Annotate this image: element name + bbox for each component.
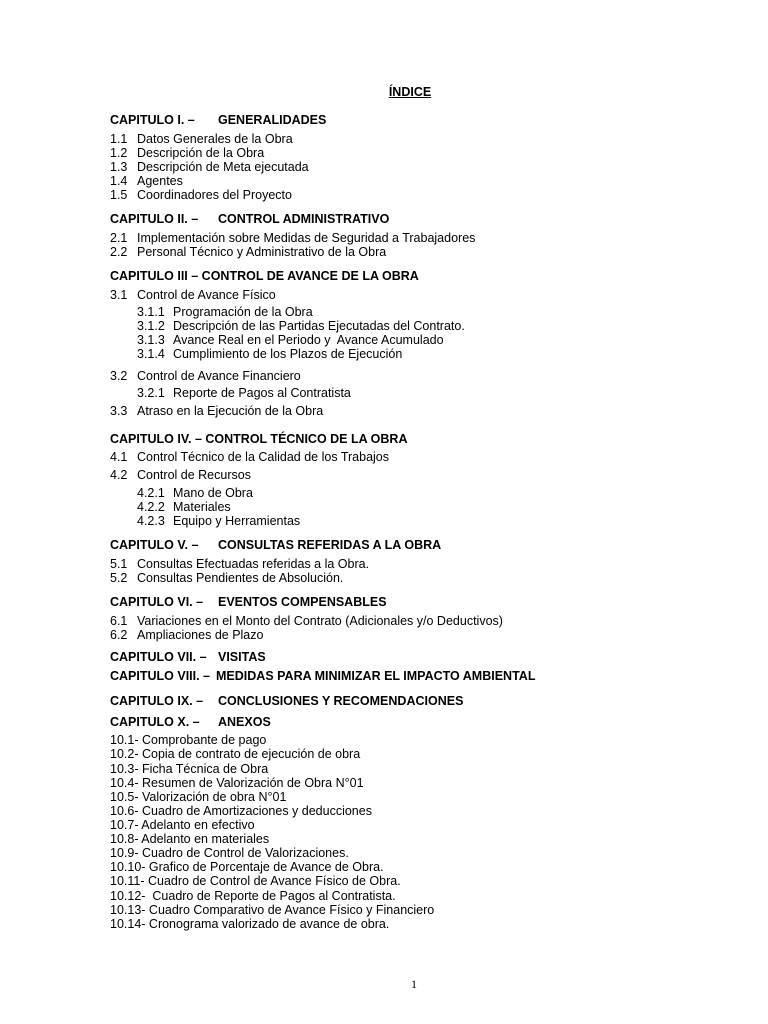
- item-text: Descripción de las Partidas Ejecutadas del Contrato.: [173, 319, 465, 333]
- item-number: 3.3: [110, 404, 128, 418]
- item-number: 6.2: [110, 628, 128, 642]
- toc-item: [110, 557, 369, 571]
- chapter-number: CAPITULO VII. –: [110, 650, 207, 664]
- annex-item: 10.1- Comprobante de pago: [110, 733, 267, 747]
- item-number: 1.1: [110, 132, 128, 146]
- annex-item: 10.3- Ficha Técnica de Obra: [110, 762, 269, 776]
- page-title: ÍNDICE: [388, 85, 432, 99]
- toc-item: [110, 628, 263, 642]
- item-number: 3.1: [110, 288, 128, 302]
- item-number: 4.1: [110, 450, 128, 464]
- toc-subitem: [137, 333, 444, 347]
- chapter-title: ANEXOS: [218, 715, 271, 729]
- annex-item: 10.2- Copia de contrato de ejecución de obra: [110, 747, 361, 761]
- toc-item: [110, 571, 343, 585]
- toc-item: [110, 146, 264, 160]
- item-number: 1.4: [110, 174, 128, 188]
- toc-item: [110, 245, 386, 259]
- chapter-title: CONCLUSIONES Y RECOMENDACIONES: [218, 694, 464, 708]
- item-text: Agentes: [137, 174, 183, 188]
- chapter-9-heading: [110, 694, 463, 708]
- annex-item: 10.11- Cuadro de Control de Avance Físico de Obra.: [110, 874, 401, 888]
- item-text: Cumplimiento de los Plazos de Ejecución: [173, 347, 403, 361]
- item-number: 3.2.1: [137, 386, 165, 400]
- item-text: Materiales: [173, 500, 231, 514]
- toc-item: [110, 614, 503, 628]
- item-text: Reporte de Pagos al Contratista: [173, 386, 351, 400]
- chapter-2-heading: [110, 212, 389, 226]
- item-text: Implementación sobre Medidas de Seguridad a Trabajadores: [137, 231, 476, 245]
- item-text: Equipo y Herramientas: [173, 514, 301, 528]
- item-number: 1.3: [110, 160, 128, 174]
- item-number: 4.2.1: [137, 486, 165, 500]
- annex-item: 10.9- Cuadro de Control de Valorizaciones.: [110, 846, 349, 860]
- chapter-1-heading: [110, 113, 326, 127]
- item-number: 6.1: [110, 614, 128, 628]
- annex-item: 10.8- Adelanto en materiales: [110, 832, 270, 846]
- toc-subitem: [137, 386, 351, 400]
- chapter-10-heading: [110, 715, 271, 729]
- chapter-4-heading: CAPITULO IV. – CONTROL TÉCNICO DE LA OBRA: [110, 432, 408, 446]
- toc-subitem: [137, 514, 300, 528]
- chapter-title: CONSULTAS REFERIDAS A LA OBRA: [218, 538, 442, 552]
- item-text: Variaciones en el Monto del Contrato (Adicionales y/o Deductivos): [137, 614, 503, 628]
- chapter-5-heading: [110, 538, 441, 552]
- item-text: Atraso en la Ejecución de la Obra: [137, 404, 324, 418]
- chapter-number: CAPITULO VI. –: [110, 595, 204, 609]
- chapter-7-heading: [110, 650, 266, 664]
- toc-item: [110, 404, 323, 418]
- item-text: Programación de la Obra: [173, 305, 313, 319]
- toc-item: [110, 174, 183, 188]
- page-number: 1: [411, 977, 417, 991]
- annex-item: 10.14- Cronograma valorizado de avance de obra.: [110, 917, 390, 931]
- chapter-title: GENERALIDADES: [218, 113, 327, 127]
- item-text: Mano de Obra: [173, 486, 253, 500]
- annex-item: 10.5- Valorización de obra N°01: [110, 790, 287, 804]
- annex-item: 10.13- Cuadro Comparativo de Avance Físico y Financiero: [110, 903, 435, 917]
- item-number: 3.1.1: [137, 305, 165, 319]
- annex-item: 10.4- Resumen de Valorización de Obra N°01: [110, 776, 364, 790]
- toc-item: [110, 231, 475, 245]
- item-text: Consultas Efectuadas referidas a la Obra.: [137, 557, 370, 571]
- item-text: Descripción de la Obra: [137, 146, 265, 160]
- annex-item: 10.10- Grafico de Porcentaje de Avance de Obra.: [110, 860, 384, 874]
- item-number: 3.2: [110, 369, 128, 383]
- chapter-number: CAPITULO IX. –: [110, 694, 204, 708]
- toc-subitem: [137, 500, 231, 514]
- chapter-title: CONTROL ADMINISTRATIVO: [218, 212, 390, 226]
- item-text: Datos Generales de la Obra: [137, 132, 293, 146]
- chapter-title: MEDIDAS PARA MINIMIZAR EL IMPACTO AMBIENTAL: [216, 669, 536, 683]
- annex-item: 10.12- Cuadro de Reporte de Pagos al Contratista.: [110, 889, 396, 903]
- item-number: 5.2: [110, 571, 128, 585]
- item-text: Consultas Pendientes de Absolución.: [137, 571, 344, 585]
- item-number: 3.1.4: [137, 347, 165, 361]
- chapter-3-heading: CAPITULO III – CONTROL DE AVANCE DE LA OBRA: [110, 269, 419, 283]
- item-number: 4.2: [110, 468, 128, 482]
- item-number: 1.2: [110, 146, 128, 160]
- chapter-number: CAPITULO V. –: [110, 538, 199, 552]
- chapter-number: CAPITULO II. –: [110, 212, 199, 226]
- item-number: 4.2.3: [137, 514, 165, 528]
- toc-item: [110, 160, 309, 174]
- chapter-6-heading: [110, 595, 387, 609]
- chapter-8-heading: [110, 669, 535, 683]
- item-text: Avance Real en el Periodo y Avance Acumulado: [173, 333, 444, 347]
- toc-item: [110, 288, 276, 302]
- toc-subitem: [137, 305, 313, 319]
- chapter-number: CAPITULO I. –: [110, 113, 195, 127]
- toc-subitem: [137, 319, 465, 333]
- chapter-number: CAPITULO X. –: [110, 715, 200, 729]
- toc-subitem: [137, 486, 253, 500]
- item-text: Coordinadores del Proyecto: [137, 188, 292, 202]
- item-text: Ampliaciones de Plazo: [137, 628, 264, 642]
- chapter-title: VISITAS: [218, 650, 266, 664]
- toc-item: [110, 188, 292, 202]
- item-number: 3.1.2: [137, 319, 165, 333]
- item-number: 5.1: [110, 557, 128, 571]
- item-number: 4.2.2: [137, 500, 165, 514]
- item-number: 3.1.3: [137, 333, 165, 347]
- item-text: Descripción de Meta ejecutada: [137, 160, 309, 174]
- toc-subitem: [137, 347, 402, 361]
- item-number: 1.5: [110, 188, 128, 202]
- toc-item: [110, 369, 301, 383]
- annex-item: 10.6- Cuadro de Amortizaciones y deducciones: [110, 804, 372, 818]
- toc-item: [110, 450, 389, 464]
- toc-item: [110, 468, 251, 482]
- chapter-number: CAPITULO VIII. –: [110, 669, 211, 683]
- item-number: 2.1: [110, 231, 128, 245]
- toc-item: [110, 132, 293, 146]
- item-number: 2.2: [110, 245, 128, 259]
- item-text: Control de Avance Físico: [137, 288, 276, 302]
- item-text: Control Técnico de la Calidad de los Trabajos: [137, 450, 389, 464]
- item-text: Personal Técnico y Administrativo de la Obra: [137, 245, 387, 259]
- item-text: Control de Recursos: [137, 468, 251, 482]
- chapter-title: EVENTOS COMPENSABLES: [218, 595, 387, 609]
- annex-item: 10.7- Adelanto en efectivo: [110, 818, 255, 832]
- item-text: Control de Avance Financiero: [137, 369, 301, 383]
